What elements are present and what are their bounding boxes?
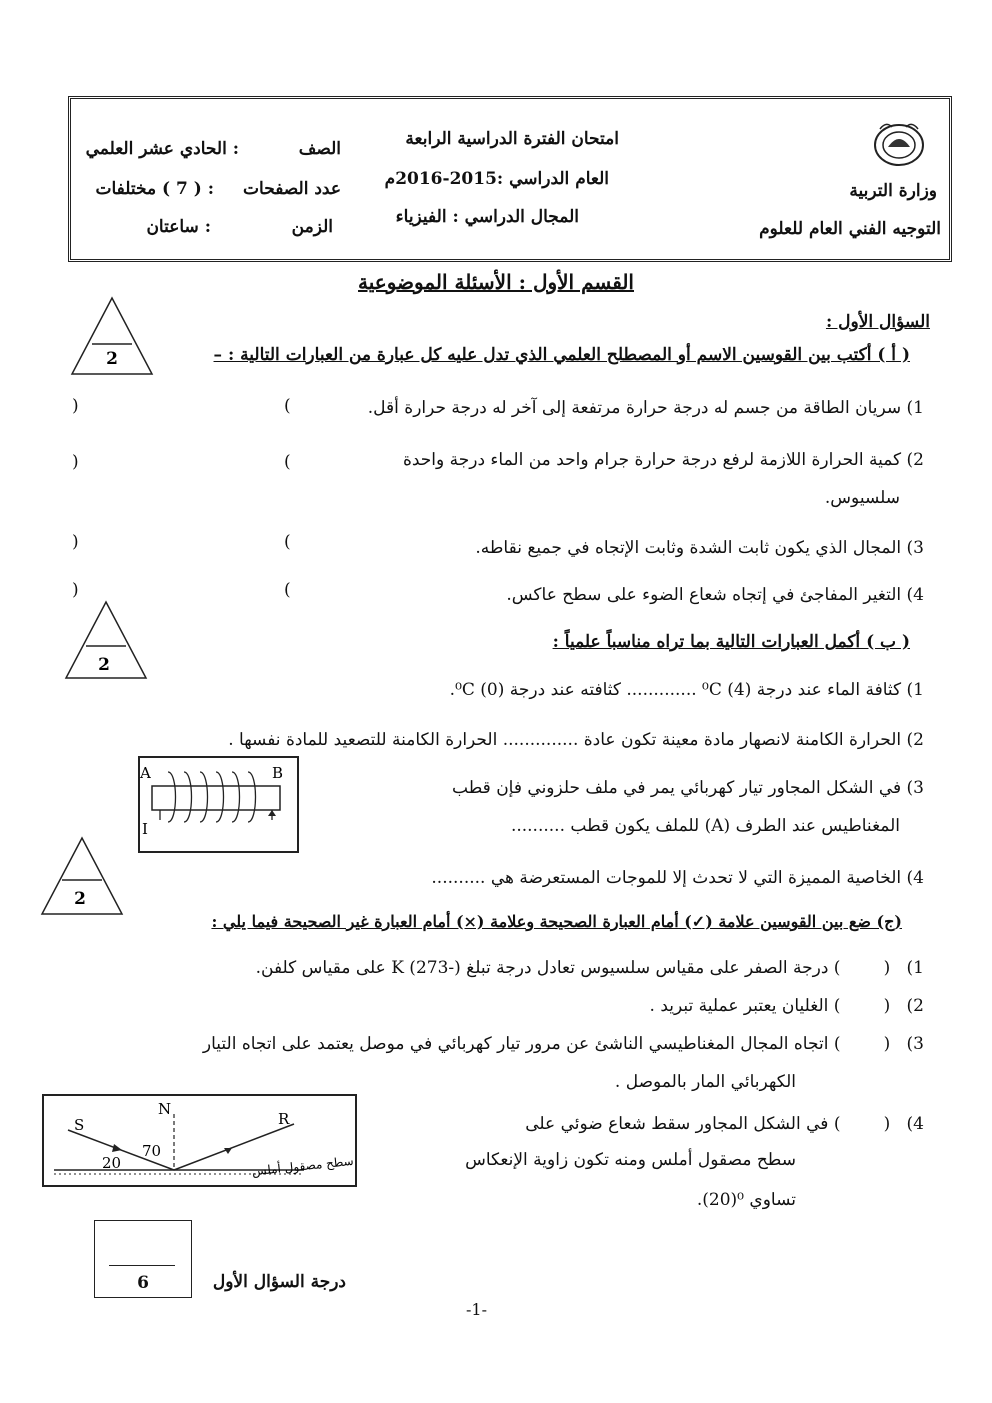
item-text: كثافة الماء عند درجة ⁰C (4) ............. كثافته عند درجة ⁰C (0). (449, 680, 902, 700)
q1-total-box (94, 1220, 192, 1298)
item-text: الحرارة الكامنة لانصهار مادة معينة تكون عادة .............. الحرارة الكامنة للتصعيد للمادة نفسها . (228, 730, 902, 750)
part-c-item-1: 1) ( ) درجة الصفر على مقياس سلسيوس تعادل درجة تبلغ K (273-) على مقياس كلفن. (255, 958, 924, 978)
part-a-item-3 (475, 538, 924, 558)
exam-header (68, 96, 952, 262)
label-n: N (158, 1100, 172, 1118)
ministry-name: وزارة التربية (849, 181, 937, 201)
part-c-item-3-cont: الكهربائي المار بالموصل . (614, 1072, 796, 1092)
part-c-item-4-cont: سطح مصقول أملس ومنه تكون زاوية الإنعكاس (465, 1150, 796, 1170)
directorate-name: التوجيه الفني العام للعلوم (759, 219, 941, 239)
label-s: S (74, 1116, 85, 1134)
item-number: 3) (906, 778, 924, 798)
angle-20: 20 (102, 1154, 122, 1172)
item-text: كمية الحرارة اللازمة لرفع درجة حرارة جرام واحد من الماء درجة واحدة (402, 450, 902, 470)
score-triangle-b (64, 600, 148, 680)
label-a: A (140, 764, 151, 782)
score-c: 2 (74, 889, 86, 909)
solenoid-figure (138, 756, 300, 854)
exam-title: امتحان الفترة الدراسية الرابعة (405, 129, 619, 149)
reflection-figure (42, 1094, 358, 1188)
q1-total-score: 6 (137, 1273, 149, 1293)
part-b-item-1 (450, 680, 924, 700)
item-text: التغير المفاجئ في إتجاه شعاع الضوء على سطح عاكس. (506, 585, 902, 605)
item-number: 4) (906, 1114, 924, 1134)
score-a: 2 (106, 349, 118, 369)
subject: المجال الدراسي : الفيزياء (395, 207, 579, 227)
item-text: الخاصية المميزة التي لا تحدث إلا للموجات المستعرضة هي .......... (431, 868, 902, 888)
item-number: 2) (906, 996, 924, 1016)
part-c-title: (ج) ضع بين القوسين علامة (✓) أمام العبارة الصحيحة وعلامة (×) أمام العبارة غير الصحيحة فيما يلي : (211, 912, 902, 931)
angle-70: 70 (142, 1142, 162, 1160)
page-number: -1- (466, 1300, 487, 1319)
part-b-item-3 (452, 778, 924, 798)
label-b: B (272, 764, 284, 782)
q1-total-label: درجة السؤال الأول (212, 1272, 346, 1292)
item-text: ) درجة الصفر على مقياس سلسيوس تعادل درجة تبلغ K (273-) على مقياس كلفن. (255, 958, 841, 978)
part-c-item-3: 3) ( ) اتجاه المجال المغناطيسي الناشئ عن مرور تيار كهربائي في موصل يعتمد على اتجاه التيار (202, 1034, 924, 1054)
score-b: 2 (98, 655, 110, 675)
pages-label: عدد الصفحات (243, 179, 341, 199)
section-title: القسم الأول : الأسئلة الموضوعية (358, 270, 634, 294)
part-b-item-3-cont: المغناطيس عند الطرف (A) للملف يكون قطب .......... (510, 816, 900, 836)
part-a-item-2-cont: سلسيوس. (824, 488, 900, 508)
academic-year: العام الدراسي :2015-2016م (384, 169, 609, 189)
part-a-title: ( أ ) أكتب بين القوسين الاسم أو المصطلح العلمي الذي تدل عليه كل عبارة من العبارات التالية : – (213, 345, 910, 365)
answer-brackets-3[interactable]: ) ( (72, 532, 291, 552)
part-a-item-2 (403, 450, 924, 470)
item-text: سريان الطاقة من جسم له درجة حرارة مرتفعة إلى آخر له درجة حرارة أقل. (367, 398, 902, 418)
time-value: : ساعتان (146, 217, 211, 237)
surface-label: سطح مصقول أملس (251, 1153, 355, 1179)
item-number: 4) (906, 585, 924, 605)
label-r: R (278, 1110, 290, 1128)
part-c-item-2: 2) ( ) الغليان يعتبر عملية تبريد . (649, 996, 924, 1016)
item-text: ) اتجاه المجال المغناطيسي الناشئ عن مرور تيار كهربائي في موصل يعتمد على اتجاه التيار (202, 1034, 841, 1054)
part-b-item-2 (228, 730, 924, 750)
part-c-item-4: 4) ( ) في الشكل المجاور سقط شعاع ضوئي على (525, 1114, 924, 1134)
answer-brackets-4[interactable]: ) ( (72, 580, 291, 600)
item-number: 3) (906, 1034, 924, 1054)
part-b-item-4 (431, 868, 924, 888)
item-number: 4) (906, 868, 924, 888)
part-b-title: ( ب ) أكمل العبارات التالية بما تراه مناسباً علمياً : (552, 632, 910, 652)
time-label: الزمن (291, 217, 333, 237)
part-a-item-1 (368, 398, 924, 418)
item-number: 3) (906, 538, 924, 558)
part-a-item-4 (506, 585, 924, 605)
grade-value: : الحادي عشر العلمي (85, 139, 239, 159)
item-text: ) في الشكل المجاور سقط شعاع ضوئي على (525, 1114, 841, 1134)
item-number: 1) (906, 958, 924, 978)
item-number: 2) (906, 730, 924, 750)
answer-brackets-1[interactable]: ) ( (72, 396, 291, 416)
part-c-item-4-cont2: تساوي ⁰(20). (696, 1190, 796, 1210)
item-number: 1) (906, 680, 924, 700)
item-number: 1) (906, 398, 924, 418)
score-triangle-a (70, 296, 154, 376)
answer-brackets-2[interactable]: ) ( (72, 452, 291, 472)
score-triangle-c (40, 836, 124, 916)
grade-label: الصف (298, 139, 341, 159)
item-text: ) الغليان يعتبر عملية تبريد . (649, 996, 841, 1016)
item-number: 2) (906, 450, 924, 470)
item-text: المجال الذي يكون ثابت الشدة وثابت الإتجاه في جميع نقاطه. (475, 538, 902, 558)
item-text: في الشكل المجاور تيار كهربائي يمر في ملف حلزوني فإن قطب (452, 778, 902, 798)
label-i: I (142, 820, 148, 838)
ministry-emblem-icon (866, 117, 932, 173)
pages-value: : ( 7 ) مختلفات (95, 179, 214, 199)
question-1-title: السؤال الأول : (825, 312, 930, 332)
